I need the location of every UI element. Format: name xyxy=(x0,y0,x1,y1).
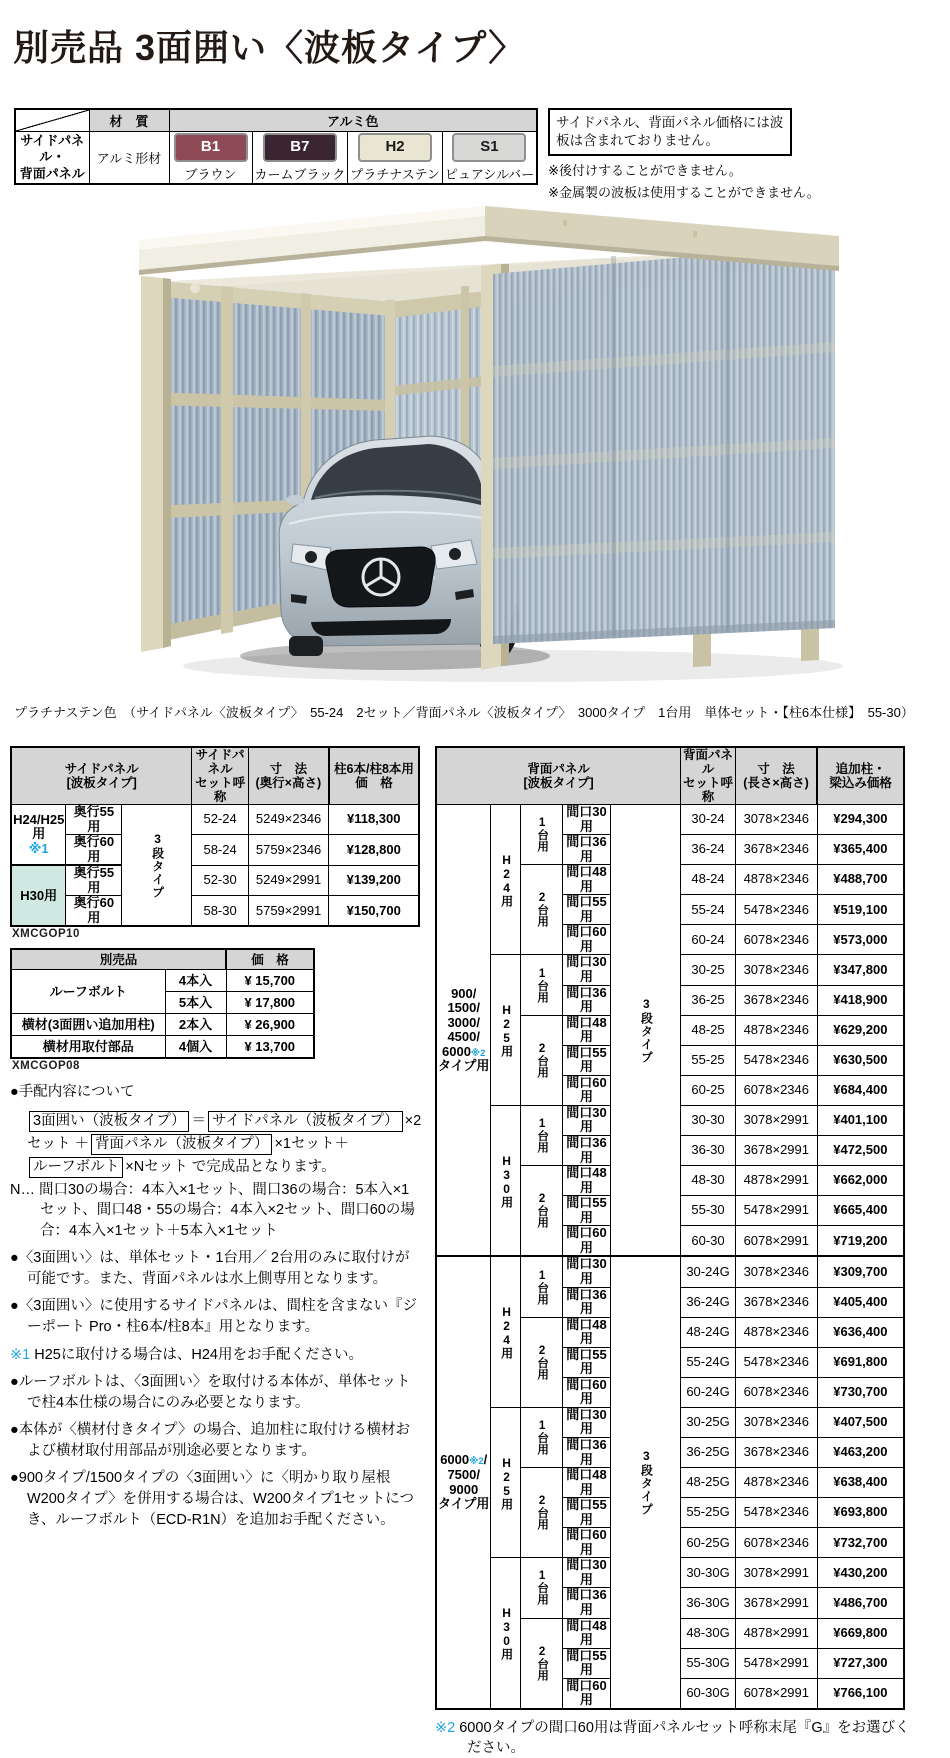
height-label: H25用 xyxy=(491,955,521,1105)
size-cell: 3678×2346 xyxy=(735,1287,817,1317)
set-code-cell: 55-25G xyxy=(681,1498,736,1528)
set-code-cell: 36-24G xyxy=(681,1287,736,1317)
price-cell: ¥629,200 xyxy=(817,1015,904,1045)
car-count-label: 1台用 xyxy=(521,1105,563,1165)
set-code-cell: 30-30G xyxy=(681,1558,736,1588)
diagonal-header-cell xyxy=(15,109,89,132)
option-qty-cell: 5本入 xyxy=(165,992,226,1014)
maguchi-cell: 間口55用 xyxy=(562,1648,610,1678)
set-code-cell: 48-30G xyxy=(681,1618,736,1648)
size-cell: 5478×2991 xyxy=(735,1648,817,1678)
asterisk-note: ※後付けすることができません。 xyxy=(548,163,742,179)
maguchi-cell: 間口36用 xyxy=(562,835,610,865)
right-column xyxy=(435,746,910,1758)
left-column xyxy=(10,746,420,1537)
price-cell: ¥118,300 xyxy=(329,805,419,835)
size-cell: 4878×2346 xyxy=(735,1468,817,1498)
size-cell: 6078×2991 xyxy=(735,1226,817,1257)
car-count-label: 2台用 xyxy=(521,865,563,955)
price-cell: ¥732,700 xyxy=(817,1528,904,1558)
price-cell: ¥472,500 xyxy=(817,1136,904,1166)
car-count-label: 1台用 xyxy=(521,1407,563,1467)
formula-boxed-item: ルーフボルト xyxy=(29,1157,123,1178)
price-cell: ¥407,500 xyxy=(817,1407,904,1437)
set-code-cell: 30-25G xyxy=(681,1407,736,1437)
maguchi-cell: 間口36用 xyxy=(562,1588,610,1618)
car-count-label: 2台用 xyxy=(521,1618,563,1709)
price-cell: ¥727,300 xyxy=(817,1648,904,1678)
maguchi-cell: 間口36用 xyxy=(562,1136,610,1166)
price-cell: ¥488,700 xyxy=(817,865,904,895)
color-spec-table xyxy=(14,108,538,185)
note-marker-2: ※2 xyxy=(435,1719,456,1736)
model-code-side: XMCGOP10 xyxy=(12,928,80,941)
size-cell: 3078×2991 xyxy=(735,1105,817,1135)
set-code-cell: 60-24 xyxy=(681,925,736,955)
maguchi-cell: 間口30用 xyxy=(562,1105,610,1135)
maguchi-cell: 間口48用 xyxy=(562,1468,610,1498)
size-cell: 3678×2346 xyxy=(735,985,817,1015)
page-title: 別売品 3面囲い〈波板タイプ〉 xyxy=(13,27,526,68)
formula-boxed-item: サイドパネル（波板タイプ） xyxy=(208,1111,403,1132)
depth-cell: 奥行55用 xyxy=(66,865,122,896)
set-code-cell: 36-24 xyxy=(681,835,736,865)
set-code-cell: 36-25G xyxy=(681,1437,736,1467)
asterisk-note: ※金属製の波板は使用することができません。 xyxy=(548,184,820,200)
maguchi-cell: 間口60用 xyxy=(562,1678,610,1709)
option-price-cell: ¥ 13,700 xyxy=(226,1036,314,1059)
color-table-row xyxy=(15,132,537,185)
color-swatch: H2 xyxy=(358,133,432,162)
maguchi-cell: 間口30用 xyxy=(562,805,610,835)
option-name-cell: 横材用取付部品 xyxy=(11,1036,165,1059)
size-cell: 3078×2346 xyxy=(735,955,817,985)
dan-type-cell: 3段タイプ xyxy=(122,805,192,927)
top-notes xyxy=(548,108,820,202)
price-cell: ¥401,100 xyxy=(817,1105,904,1135)
maguchi-cell: 間口48用 xyxy=(562,1166,610,1196)
note-item: N… 間口30の場合：4本入×1セット、間口36の場合：5本入×1セット、間口48・55の場合：4本入×2セット、間口60の場合：4本入×1セット＋5本入×1セット xyxy=(10,1181,415,1239)
option-name-cell: 横材(3面囲い追加用柱) xyxy=(11,1014,165,1036)
color-swatch-cell xyxy=(252,132,348,185)
maguchi-cell: 間口55用 xyxy=(562,1498,610,1528)
set-code-cell: 55-25 xyxy=(681,1045,736,1075)
maguchi-cell: 間口60用 xyxy=(562,1377,610,1407)
price-cell: ¥139,200 xyxy=(329,865,419,896)
price-cell: ¥665,400 xyxy=(817,1196,904,1226)
dan-type-cell: 3段タイプ xyxy=(611,1256,681,1708)
note-bullet: ※1 xyxy=(10,1346,31,1363)
side-table-col-header: 柱6本/柱8本用 価 格 xyxy=(329,747,419,805)
price-cell: ¥669,800 xyxy=(817,1618,904,1648)
size-cell: 4878×2991 xyxy=(735,1618,817,1648)
color-swatch-name: カームブラック xyxy=(254,167,346,182)
maguchi-cell: 間口30用 xyxy=(562,1256,610,1287)
note-bullet: ● xyxy=(10,1422,19,1439)
note-bullet: ● xyxy=(10,1374,19,1391)
size-cell: 4878×2346 xyxy=(735,865,817,895)
height-label: H24用 xyxy=(491,805,521,955)
car-count-label: 2台用 xyxy=(521,1166,563,1257)
material-value: アルミ形材 xyxy=(89,132,169,185)
price-cell: ¥730,700 xyxy=(817,1377,904,1407)
price-cell: ¥463,200 xyxy=(817,1437,904,1467)
set-code-cell: 30-24 xyxy=(681,805,736,835)
note-bullet: ● xyxy=(10,1084,19,1101)
set-code-cell: 30-24G xyxy=(681,1256,736,1287)
price-cell: ¥636,400 xyxy=(817,1317,904,1347)
order-formula: 3面囲い（波板タイプ） ＝ サイドパネル（波板タイプ） ×2セット ＋ 背面パネル（波板タイプ） ×1セット＋ルーフボルト ×Nセット で完成品となります。 xyxy=(10,1110,422,1180)
color-swatch: B1 xyxy=(174,133,248,162)
price-cell: ¥486,700 xyxy=(817,1588,904,1618)
back-table-row xyxy=(436,1256,904,1287)
set-code-cell: 48-24 xyxy=(681,865,736,895)
color-swatch-name: プラチナステン xyxy=(350,167,440,182)
note-item: ●〈3面囲い〉は、単体セット・1台用／ 2台用のみに取付けが可能です。また、背面パネルは水上側専用となります。 xyxy=(10,1250,410,1287)
price-cell: ¥294,300 xyxy=(817,805,904,835)
car-count-label: 1台用 xyxy=(521,1256,563,1317)
size-cell: 3078×2991 xyxy=(735,1558,817,1588)
size-cell: 5249×2346 xyxy=(248,805,329,835)
size-cell: 5249×2991 xyxy=(248,865,329,896)
dan-type-cell: 3段タイプ xyxy=(611,805,681,1257)
price-cell: ¥150,700 xyxy=(329,896,419,927)
formula-boxed-item: 背面パネル（波板タイプ） xyxy=(91,1134,272,1155)
size-cell: 3678×2991 xyxy=(735,1136,817,1166)
maguchi-cell: 間口48用 xyxy=(562,1317,610,1347)
size-cell: 3078×2346 xyxy=(735,1407,817,1437)
price-cell: ¥430,200 xyxy=(817,1558,904,1588)
price-cell: ¥128,800 xyxy=(329,835,419,866)
set-code-cell: 52-24 xyxy=(192,805,248,835)
note-marker-2: ※2 xyxy=(470,1047,486,1059)
size-cell: 5478×2991 xyxy=(735,1196,817,1226)
maguchi-cell: 間口30用 xyxy=(562,955,610,985)
back-panel-price-table xyxy=(435,746,905,1710)
back-table-col-header: 寸 法 (長さ×高さ) xyxy=(735,747,817,805)
price-cell: ¥630,500 xyxy=(817,1045,904,1075)
set-code-cell: 60-25G xyxy=(681,1528,736,1558)
set-code-cell: 60-25 xyxy=(681,1075,736,1105)
formula-boxed-item: 3面囲い（波板タイプ） xyxy=(29,1111,189,1132)
size-cell: 5478×2346 xyxy=(735,1498,817,1528)
note-item: ●本体が〈横材付きタイプ〉の場合、追加柱に取付ける横材および横材取付用部品が別途必要となります。 xyxy=(10,1422,410,1459)
option-price-cell: ¥ 17,800 xyxy=(226,992,314,1014)
color-swatch: B7 xyxy=(263,133,337,162)
depth-cell: 奥行55用 xyxy=(66,805,122,835)
price-cell: ¥684,400 xyxy=(817,1075,904,1105)
set-code-cell: 58-24 xyxy=(192,835,248,866)
side-table-header-row xyxy=(11,747,419,805)
color-swatch-name: ブラウン xyxy=(184,167,237,182)
set-code-cell: 48-24G xyxy=(681,1317,736,1347)
height-label: H30用 xyxy=(491,1105,521,1256)
maguchi-cell: 間口55用 xyxy=(562,1347,610,1377)
note-marker-2: ※2 xyxy=(469,1456,484,1468)
maguchi-cell: 間口48用 xyxy=(562,1618,610,1648)
price-cell: ¥519,100 xyxy=(817,895,904,925)
option-parts-table xyxy=(10,948,315,1059)
color-swatch-cell xyxy=(442,132,537,185)
set-code-cell: 48-25 xyxy=(681,1015,736,1045)
color-swatch-cell xyxy=(169,132,252,185)
side-table-row xyxy=(11,835,419,866)
size-cell: 5759×2346 xyxy=(248,835,329,866)
color-swatch: S1 xyxy=(452,133,526,162)
size-cell: 6078×2346 xyxy=(735,925,817,955)
car-count-label: 1台用 xyxy=(521,805,563,865)
set-code-cell: 36-25 xyxy=(681,985,736,1015)
car-mirror-left xyxy=(286,495,304,505)
maguchi-cell: 間口36用 xyxy=(562,1437,610,1467)
size-cell: 6078×2346 xyxy=(735,1528,817,1558)
note-item: ●ルーフボルトは、〈3面囲い〉を取付ける本体が、単体セットで柱4本仕様の場合にのみ必要となります。 xyxy=(10,1374,411,1411)
option-row xyxy=(11,970,314,992)
size-cell: 6078×2991 xyxy=(735,1678,817,1709)
note-bullet: ● xyxy=(10,1250,19,1267)
car-wheel-left xyxy=(289,636,323,656)
option-price-header: 価 格 xyxy=(226,949,314,970)
maguchi-cell: 間口36用 xyxy=(562,985,610,1015)
option-price-cell: ¥ 26,900 xyxy=(226,1014,314,1036)
price-cell: ¥365,400 xyxy=(817,835,904,865)
size-cell: 5759×2991 xyxy=(248,896,329,927)
side-table-row xyxy=(11,805,419,835)
price-cell: ¥691,800 xyxy=(817,1347,904,1377)
set-code-cell: 52-30 xyxy=(192,865,248,896)
size-cell: 6078×2346 xyxy=(735,1377,817,1407)
photo-caption: プラチナステン色 （サイドパネル〈波板タイプ〉 55-24 2セット／背面パネル〈波板タイプ〉 3000タイプ 1台用 単体セット・【柱6本仕様】 55-30） xyxy=(14,705,914,720)
set-code-cell: 48-30 xyxy=(681,1166,736,1196)
footnote-2: ※2 6000タイプの間口60用は背面パネルセット呼称末尾『G』をお選びください。 xyxy=(435,1719,910,1757)
side-table-title: サイドパネル [波板タイプ] xyxy=(11,747,192,805)
maguchi-cell: 間口48用 xyxy=(562,1015,610,1045)
height-label: H30用 xyxy=(491,1558,521,1709)
price-cell: ¥638,400 xyxy=(817,1468,904,1498)
alumi-color-header: アルミ色 xyxy=(169,109,537,132)
set-code-cell: 60-30G xyxy=(681,1678,736,1709)
back-table-col-header: 追加柱・ 梁込み価格 xyxy=(817,747,904,805)
side-table-row xyxy=(11,865,419,896)
note-item: ●〈3面囲い〉に使用するサイドパネルは、間柱を含まない『ジーポート Pro・柱6本/柱8本』用となります。 xyxy=(10,1298,418,1335)
height-label: H24用 xyxy=(491,1256,521,1407)
set-code-cell: 55-30G xyxy=(681,1648,736,1678)
size-cell: 5478×2346 xyxy=(735,895,817,925)
note-item: ●900タイプ/1500タイプの〈3面囲い〉に〈明かり取り屋根W200タイプ〉を併用する場合は、W200タイプ1セットにつき、ルーフボルト（ECD-R1N）を追加お手配ください。 xyxy=(10,1470,415,1528)
maguchi-cell: 間口36用 xyxy=(562,1287,610,1317)
side-table-row xyxy=(11,896,419,927)
option-row xyxy=(11,1014,314,1036)
product-photo xyxy=(133,196,857,696)
panel-row-label: サイドパネル・ 背面パネル xyxy=(15,132,89,185)
set-code-cell: 30-25 xyxy=(681,955,736,985)
row-group-label: H24/H25用 ※1 xyxy=(11,805,66,866)
price-cell: ¥766,100 xyxy=(817,1678,904,1709)
type-group-label: 900/ 1500/ 3000/ 4500/ 6000※2 タイプ用 xyxy=(436,805,491,1257)
note-bullet: ● xyxy=(10,1470,19,1487)
side-table-col-header: 寸 法 (奥行×高さ) xyxy=(248,747,329,805)
set-code-cell: 55-24G xyxy=(681,1347,736,1377)
color-swatch-name: ピュアシルバー xyxy=(444,167,535,182)
carport-right-wall xyxy=(493,244,835,667)
price-cell: ¥693,800 xyxy=(817,1498,904,1528)
price-cell: ¥418,900 xyxy=(817,985,904,1015)
size-cell: 5478×2346 xyxy=(735,1045,817,1075)
height-label: H25用 xyxy=(491,1407,521,1557)
maguchi-cell: 間口60用 xyxy=(562,1226,610,1257)
set-code-cell: 36-30G xyxy=(681,1588,736,1618)
maguchi-cell: 間口60用 xyxy=(562,1075,610,1105)
price-note-box: サイドパネル、背面パネル価格には波板は含まれておりません。 xyxy=(548,108,792,156)
set-code-cell: 58-30 xyxy=(192,896,248,927)
back-table-col-header: 背面パネル セット呼称 xyxy=(681,747,736,805)
price-cell: ¥309,700 xyxy=(817,1256,904,1287)
side-table-col-header: サイドパネル セット呼称 xyxy=(192,747,248,805)
back-table-header-row xyxy=(436,747,904,805)
depth-cell: 奥行60用 xyxy=(66,835,122,866)
maguchi-cell: 間口55用 xyxy=(562,1045,610,1075)
back-table-title: 背面パネル [波板タイプ] xyxy=(436,747,681,805)
car-count-label: 1台用 xyxy=(521,1558,563,1618)
size-cell: 3078×2346 xyxy=(735,1256,817,1287)
note-bullet: ● xyxy=(10,1298,19,1315)
note-bullet: N… xyxy=(10,1181,35,1198)
size-cell: 3678×2346 xyxy=(735,1437,817,1467)
note-marker-1: ※1 xyxy=(28,840,49,856)
size-cell: 4878×2991 xyxy=(735,1166,817,1196)
note-item: ●手配内容について xyxy=(10,1084,135,1101)
option-price-cell: ¥ 15,700 xyxy=(226,970,314,992)
type-group-label: 6000※2/ 7500/ 9000 タイプ用 xyxy=(436,1256,491,1708)
top-section xyxy=(14,108,820,202)
price-cell: ¥347,800 xyxy=(817,955,904,985)
size-cell: 3078×2346 xyxy=(735,805,817,835)
maguchi-cell: 間口48用 xyxy=(562,865,610,895)
set-code-cell: 55-24 xyxy=(681,895,736,925)
note-item: ※1 H25に取付ける場合は、H24用をお手配ください。 xyxy=(10,1346,363,1363)
price-cell: ¥405,400 xyxy=(817,1287,904,1317)
option-qty-cell: 2本入 xyxy=(165,1014,226,1036)
option-item-header: 別売品 xyxy=(11,949,226,970)
set-code-cell: 60-30 xyxy=(681,1226,736,1257)
size-cell: 4878×2346 xyxy=(735,1317,817,1347)
size-cell: 3678×2346 xyxy=(735,835,817,865)
maguchi-cell: 間口60用 xyxy=(562,925,610,955)
car-count-label: 2台用 xyxy=(521,1015,563,1105)
car-count-label: 1台用 xyxy=(521,955,563,1015)
price-cell: ¥662,000 xyxy=(817,1166,904,1196)
size-cell: 6078×2346 xyxy=(735,1075,817,1105)
price-cell: ¥573,000 xyxy=(817,925,904,955)
option-qty-cell: 4本入 xyxy=(165,970,226,992)
maguchi-cell: 間口55用 xyxy=(562,895,610,925)
car-count-label: 2台用 xyxy=(521,1468,563,1558)
size-cell: 3678×2991 xyxy=(735,1588,817,1618)
back-table-row xyxy=(436,805,904,835)
set-code-cell: 48-25G xyxy=(681,1468,736,1498)
option-qty-cell: 4個入 xyxy=(165,1036,226,1059)
notes-section xyxy=(10,1082,422,1530)
option-row xyxy=(11,1036,314,1059)
option-name-cell: ルーフボルト xyxy=(11,970,165,1014)
color-swatch-cell xyxy=(348,132,443,185)
model-code-option: XMCGOP08 xyxy=(12,1060,80,1073)
maguchi-cell: 間口60用 xyxy=(562,1528,610,1558)
size-cell: 5478×2346 xyxy=(735,1347,817,1377)
set-code-cell: 30-30 xyxy=(681,1105,736,1135)
car-count-label: 2台用 xyxy=(521,1317,563,1407)
row-group-label: H30用 xyxy=(11,865,66,926)
set-code-cell: 55-30 xyxy=(681,1196,736,1226)
option-header-row xyxy=(11,949,314,970)
price-cell: ¥719,200 xyxy=(817,1226,904,1257)
side-panel-price-table xyxy=(10,746,420,927)
maguchi-cell: 間口55用 xyxy=(562,1196,610,1226)
material-header: 材 質 xyxy=(89,109,169,132)
maguchi-cell: 間口30用 xyxy=(562,1407,610,1437)
size-cell: 4878×2346 xyxy=(735,1015,817,1045)
set-code-cell: 36-30 xyxy=(681,1136,736,1166)
maguchi-cell: 間口30用 xyxy=(562,1558,610,1588)
depth-cell: 奥行60用 xyxy=(66,896,122,927)
set-code-cell: 60-24G xyxy=(681,1377,736,1407)
